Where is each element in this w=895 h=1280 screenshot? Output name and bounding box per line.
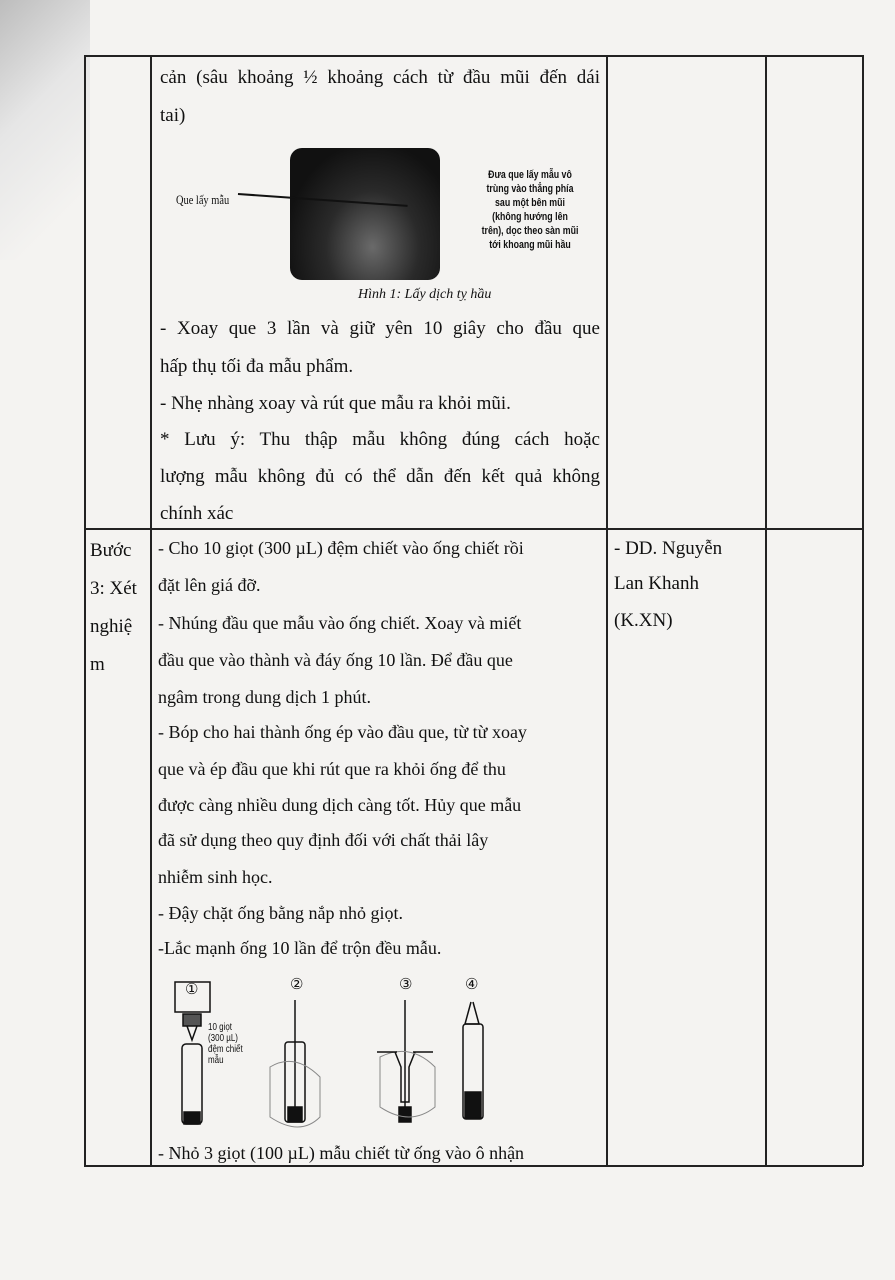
col-border [150, 55, 152, 1166]
step-line: 3: Xét [90, 578, 137, 599]
label-line: Đưa que lấy mẫu vô [488, 169, 572, 181]
step-number: ③ [399, 977, 413, 993]
text-line: * Lưu ý: Thu thập mẫu không đúng cách hoặc [160, 429, 600, 450]
responsible-line: (K.XN) [614, 610, 673, 631]
label-swab: Que lấy mẫu [176, 192, 230, 207]
text-line: - Cho 10 giọt (300 µL) đệm chiết vào ống chiết rồi [158, 538, 524, 558]
step-number: ④ [465, 977, 479, 993]
col-border [765, 55, 767, 1166]
swab-photo [290, 148, 440, 280]
text-line: -Lắc mạnh ống 10 lần để trộn đều mẫu. [158, 938, 442, 958]
col-border [862, 55, 864, 1166]
step-line: nghiệ [90, 616, 133, 637]
step-number: ② [290, 977, 304, 993]
step-number: ① [185, 982, 199, 998]
label-line: mẫu [208, 1055, 224, 1066]
text-line: đặt lên giá đỡ. [158, 575, 261, 595]
step-line: Bước [90, 540, 132, 561]
text-line: nhiễm sinh học. [158, 867, 273, 887]
label-line: sau một bên mũi [495, 197, 565, 209]
text-line: - Đậy chặt ống bằng nắp nhỏ giọt. [158, 903, 403, 923]
text-line: - Xoay que 3 lần và giữ yên 10 giây cho đầu que [160, 318, 600, 339]
text-line: đầu que vào thành và đáy ống 10 lần. Để đầu que [158, 650, 513, 670]
step-line: m [90, 654, 105, 675]
label-line: 10 giọt [208, 1022, 233, 1033]
figure-caption: Hình 1: Lấy dịch tỵ hầu [358, 287, 492, 302]
label-instruction [478, 168, 582, 252]
text-line: hấp thụ tối đa mẫu phẩm. [160, 356, 354, 377]
table-border-bottom [84, 1165, 863, 1167]
table-border-top [84, 55, 863, 57]
text-line: ngâm trong dung dịch 1 phút. [158, 687, 371, 707]
text-line: đã sử dụng theo quy định đối với chất thải lây [158, 830, 489, 850]
responsible-line: Lan Khanh [614, 573, 699, 594]
text-line: chính xác [160, 503, 234, 524]
label-line: trên), dọc theo sàn mũi [481, 225, 579, 237]
text-line: - Bóp cho hai thành ống ép vào đầu que, từ từ xoay [158, 722, 527, 742]
text-line: - Nhỏ 3 giọt (100 µL) mẫu chiết từ ống vào ô nhận [158, 1143, 525, 1163]
text-line: cản (sâu khoảng ½ khoảng cách từ đầu mũi đến dái [160, 67, 600, 88]
text-line: que và ép đầu que khi rút que ra khỏi ống để thu [158, 759, 506, 779]
text-line: - Nhúng đầu que mẫu vào ống chiết. Xoay và miết [158, 613, 522, 633]
text-line: lượng mẫu không đủ có thể dẫn đến kết quả không [160, 466, 600, 487]
col-border [84, 55, 86, 1166]
row-divider [84, 528, 863, 530]
text-line: được càng nhiều dung dịch càng tốt. Hủy que mẫu [158, 795, 522, 815]
scan-edge-shadow [0, 0, 90, 260]
responsible-line: - DD. Nguyễn [614, 538, 723, 559]
text-line: tai) [160, 105, 186, 126]
label-line: tới khoang mũi hầu [489, 239, 571, 251]
text-line: - Nhẹ nhàng xoay và rút que mẫu ra khỏi mũi. [160, 393, 511, 414]
label-line: (không hướng lên [492, 211, 568, 223]
col-border [606, 55, 608, 1166]
buffer-label [208, 1022, 243, 1066]
label-line: trùng vào thẳng phía [486, 183, 574, 195]
label-line: đệm chiết [208, 1044, 243, 1055]
label-line: (300 µL) [208, 1033, 238, 1044]
